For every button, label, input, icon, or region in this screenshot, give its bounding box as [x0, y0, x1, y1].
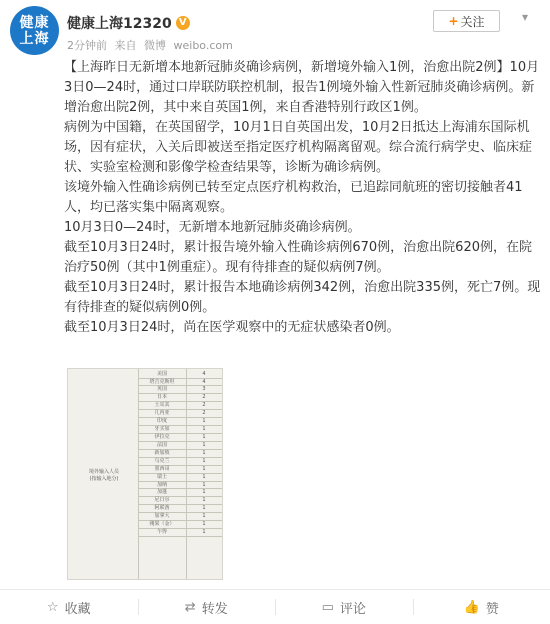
- table-row: [138, 394, 222, 402]
- table-cell-country: 印度: [138, 418, 186, 425]
- table-row: [138, 529, 222, 537]
- table-cell-count: 1: [186, 497, 222, 504]
- table-cell-country: 美国: [138, 371, 186, 378]
- table-row: [138, 434, 222, 442]
- table-cell-count: 1: [186, 513, 222, 520]
- source-name[interactable]: 微博: [144, 39, 166, 52]
- like-button[interactable]: [413, 590, 550, 624]
- table-cell-count: 1: [186, 505, 222, 512]
- post-paragraph: 10月3日0—24时，无新增本地新冠肺炎确诊病例。: [64, 218, 542, 238]
- table-row: [138, 489, 222, 497]
- table-row: [138, 466, 222, 474]
- table-row: [138, 505, 222, 513]
- table-cell-count: 1: [186, 466, 222, 473]
- post-paragraph: 截至10月3日24时，累计报告境外输入性确诊病例670例，治愈出院620例，在院治疗50例（其中1例重症）。现有待排查的疑似病例7例。: [64, 238, 542, 278]
- repost-icon: ⇄: [185, 600, 196, 615]
- post-image-table[interactable]: [67, 368, 223, 580]
- table-cell-country: 阿联酋: [138, 505, 186, 512]
- favorite-button[interactable]: [0, 590, 138, 624]
- table-cell-country: 乍得: [138, 529, 186, 536]
- table-cell-count: 1: [186, 434, 222, 441]
- table-cell-count: 2: [186, 394, 222, 401]
- table-cell-count: 1: [186, 458, 222, 465]
- table-cell-country: 几内亚: [138, 410, 186, 417]
- table-cell-country: 英国: [138, 386, 186, 393]
- favorite-label: 收藏: [65, 598, 91, 617]
- table-cell-country: 加拿大: [138, 513, 186, 520]
- table-cell-count: 1: [186, 489, 222, 496]
- table-cell-count: 1: [186, 418, 222, 425]
- table-cell-country: 伊拉克: [138, 434, 186, 441]
- table-group-label-line1: 境外输入人员: [74, 469, 134, 476]
- repost-button[interactable]: [138, 590, 276, 624]
- table-cell-count: 1: [186, 442, 222, 449]
- comment-icon: ▭: [322, 600, 334, 615]
- account-name[interactable]: 健康上海12320: [67, 13, 172, 33]
- table-cell-country: 塔吉克斯坦: [138, 379, 186, 386]
- table-row: [138, 482, 222, 490]
- table-row: [138, 450, 222, 458]
- table-cell-country: 刚果（金）: [138, 521, 186, 528]
- table-cell-country: 墨西哥: [138, 466, 186, 473]
- post-paragraph: 该境外输入性确诊病例已转至定点医疗机构救治，已追踪同航班的密切接触者41人，均已落实集中隔离观察。: [64, 178, 542, 218]
- table-cell-country: 瑞士: [138, 474, 186, 481]
- post-paragraph: 【上海昨日无新增本地新冠肺炎确诊病例，新增境外输入1例，治愈出院2例】10月3日0—24时，通过口岸联防联控机制，报告1例境外输入性新冠肺炎确诊病例。新增治愈出院2例，其中来自英国1例，来自香港特别行政区1例。: [64, 58, 542, 118]
- table-row: [138, 458, 222, 466]
- comment-label: 评论: [340, 598, 366, 617]
- star-icon: ☆: [47, 600, 59, 615]
- post-paragraph: 截至10月3日24时，累计报告本地确诊病例342例，治愈出院335例，死亡7例。现有待排查的疑似病例0例。: [64, 278, 542, 318]
- table-cell-count: 1: [186, 529, 222, 536]
- post-paragraph: 截至10月3日24时，尚在医学观察中的无症状感染者0例。: [64, 318, 542, 338]
- table-cell-count: 1: [186, 474, 222, 481]
- table-row: [138, 474, 222, 482]
- table-cell-country: 加蓬: [138, 489, 186, 496]
- table-row: [138, 426, 222, 434]
- table-cell-country: 法国: [138, 442, 186, 449]
- avatar-text-line1: 健康: [20, 15, 50, 31]
- table-row: [138, 410, 222, 418]
- comment-button[interactable]: [275, 590, 413, 624]
- table-cell-country: 牙买加: [138, 426, 186, 433]
- table-cell-country: 土耳其: [138, 402, 186, 409]
- table-cell-count: 3: [186, 386, 222, 393]
- follow-label: 关注: [461, 13, 485, 30]
- table-row: [138, 442, 222, 450]
- post-time[interactable]: 2分钟前: [67, 39, 107, 52]
- table-cell-count: 1: [186, 482, 222, 489]
- table-cell-count: 1: [186, 426, 222, 433]
- account-header: [67, 13, 190, 33]
- table-row: [138, 497, 222, 505]
- table-cell-country: 乌克兰: [138, 458, 186, 465]
- like-label: 赞: [486, 598, 499, 617]
- table-cell-count: 1: [186, 521, 222, 528]
- table-cell-count: 2: [186, 410, 222, 417]
- table-cell-count: 4: [186, 379, 222, 386]
- source-domain: weibo.com: [174, 39, 233, 52]
- verified-icon: V: [176, 16, 190, 30]
- post-meta: [67, 37, 237, 53]
- chevron-down-icon[interactable]: ▾: [522, 10, 528, 24]
- table-row: [138, 521, 222, 529]
- table-row: [138, 371, 222, 379]
- table-group-label: [74, 469, 134, 483]
- source-prefix: 来自: [115, 39, 137, 52]
- avatar[interactable]: [10, 6, 59, 55]
- plus-icon: +: [448, 14, 458, 28]
- table-row: [138, 402, 222, 410]
- table-cell-country: 日本: [138, 394, 186, 401]
- avatar-text-line2: 上海: [20, 31, 50, 47]
- table-cell-country: 新加坡: [138, 450, 186, 457]
- post-paragraph: 病例为中国籍，在英国留学，10月1日自英国出发，10月2日抵达上海浦东国际机场，因有症状，入关后即被送至指定医疗机构隔离留观。综合流行病学史、临床症状、实验室检测和影像学检查结果等，诊断为确诊病例。: [64, 118, 542, 178]
- table-cell-country: 加纳: [138, 482, 186, 489]
- action-bar: [0, 589, 550, 624]
- table-row: [138, 379, 222, 387]
- table-cell-country: 尼日尔: [138, 497, 186, 504]
- table-cell-count: 4: [186, 371, 222, 378]
- table-row: [138, 513, 222, 521]
- table-cell-count: 1: [186, 450, 222, 457]
- table-row: [138, 418, 222, 426]
- post-text: [64, 58, 542, 338]
- table-row: [138, 386, 222, 394]
- follow-button[interactable]: [433, 10, 500, 32]
- repost-label: 转发: [202, 598, 228, 617]
- table-cell-count: 2: [186, 402, 222, 409]
- table-group-label-line2: (按输入地分): [74, 476, 134, 483]
- thumbs-up-icon: 👍: [464, 600, 480, 615]
